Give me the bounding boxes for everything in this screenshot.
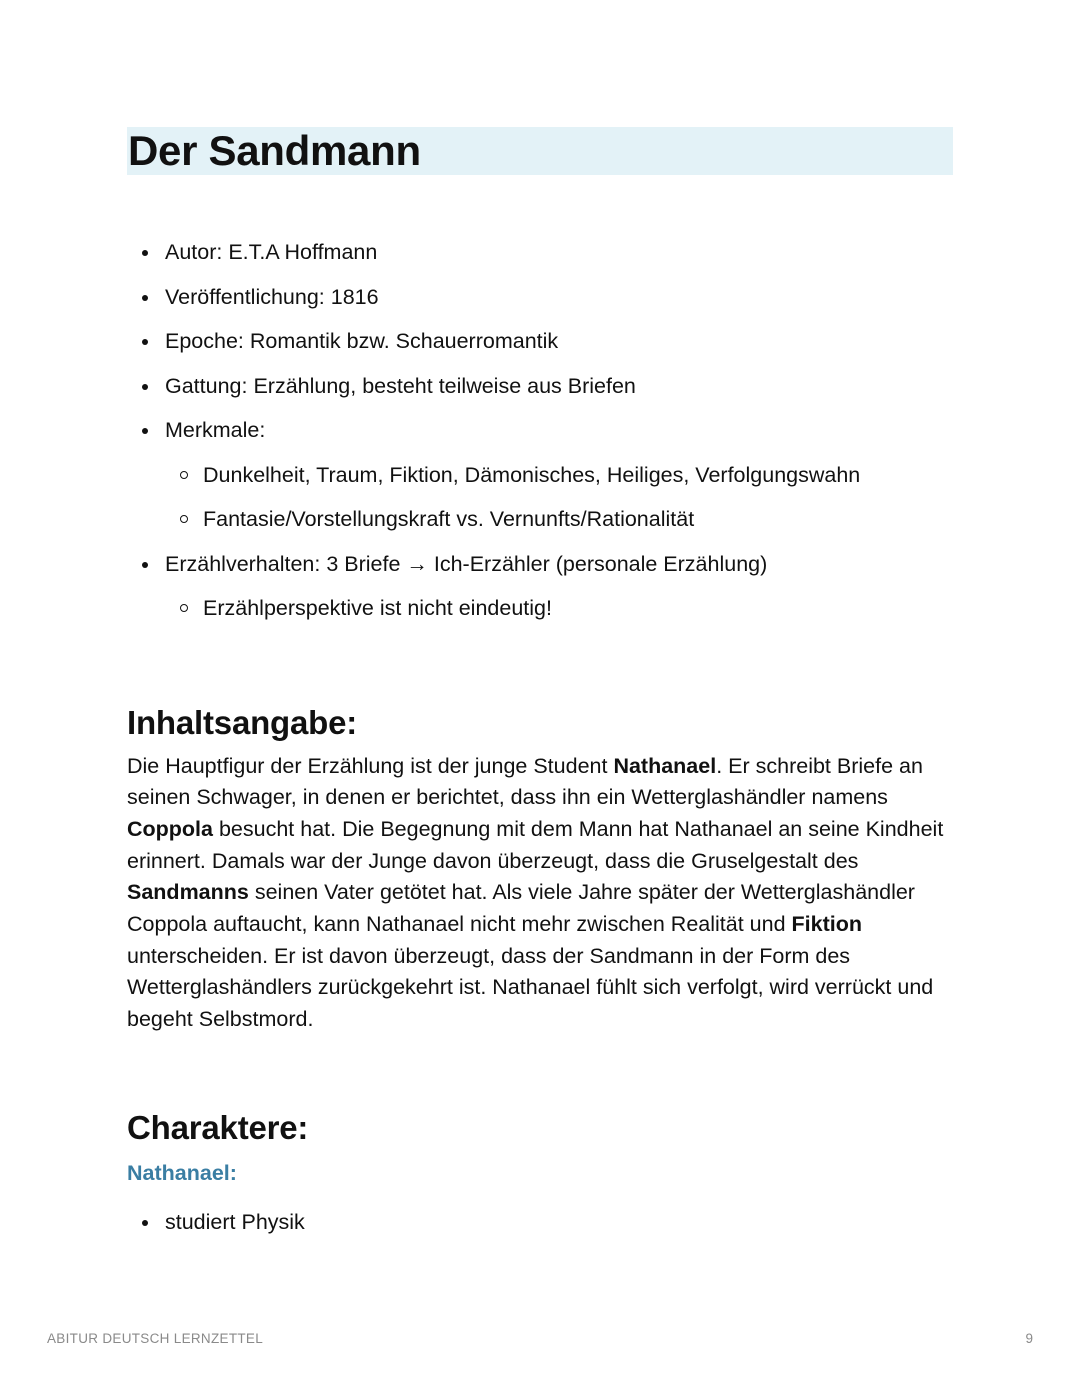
list-item-autor: Autor: E.T.A Hoffmann (127, 230, 953, 275)
list-item-epoche: Epoche: Romantik bzw. Schauerromantik (127, 319, 953, 364)
list-item: studiert Physik (127, 1200, 953, 1245)
facts-list (127, 230, 953, 631)
merkmale-sublist (165, 453, 953, 542)
character-name: Nathanael: (127, 1160, 237, 1185)
inhalt-heading: Inhaltsangabe: (127, 703, 358, 741)
erzaehlverhalten-label: Erzählverhalten: 3 Briefe → Ich-Erzähler (personale Erzählung) (165, 551, 768, 576)
text-run: Die Hauptfigur der Erzählung ist der junge Student (127, 753, 614, 778)
page-number: 9 (1025, 1331, 1033, 1346)
bold-coppola: Coppola (127, 816, 213, 841)
page-title: Der Sandmann (128, 127, 421, 174)
charaktere-heading: Charaktere: (127, 1108, 309, 1146)
sub-item: Fantasie/Vorstellungskraft vs. Vernunfts/Rationalität (165, 497, 953, 542)
list-item-merkmale (127, 408, 953, 542)
document-page (127, 127, 953, 1244)
inhalt-paragraph (127, 751, 953, 1036)
footer-title: ABITUR DEUTSCH LERNZETTEL (47, 1331, 264, 1346)
sub-item: Dunkelheit, Traum, Fiktion, Dämonisches, Heiliges, Verfolgungswahn (165, 453, 953, 498)
text-run: unterscheiden. Er ist davon überzeugt, dass der Sandmann in der Form des Wetterglashändlers zurückgekehrt ist. Nathanael fühlt sich verfolgt, wird verrückt und begeht Selbstmord. (127, 943, 934, 1032)
bold-fiktion: Fiktion (791, 912, 862, 937)
list-item-erzaehlverhalten (127, 542, 953, 631)
text-run: besucht hat. Die Begegnung mit dem Mann hat Nathanael an seine Kindheit erinnert. Damals war der Junge davon überzeugt, dass die Gruselgestalt des (127, 816, 944, 873)
list-item-veroeffentlichung: Veröffentlichung: 1816 (127, 275, 953, 320)
title-highlight (127, 127, 953, 175)
text-run: . Er schreibt Briefe an seinen Schwager, in denen er berichtet, dass ihn ein Wetterglashändler namens (127, 753, 923, 810)
erzaehlverhalten-sublist (165, 586, 953, 631)
merkmale-label: Merkmale: (165, 418, 266, 442)
bold-sandmanns: Sandmanns (127, 880, 249, 905)
sub-item: Erzählperspektive ist nicht eindeutig! (165, 586, 953, 631)
bold-nathanael: Nathanael (613, 753, 717, 778)
list-item-gattung: Gattung: Erzählung, besteht teilweise aus Briefen (127, 364, 953, 409)
character-list (127, 1200, 953, 1245)
text-run: seinen Vater getötet hat. Als viele Jahre später der Wetterglashändler Coppola auftaucht, kann Nathanael nicht mehr zwischen Realität und (127, 880, 915, 937)
